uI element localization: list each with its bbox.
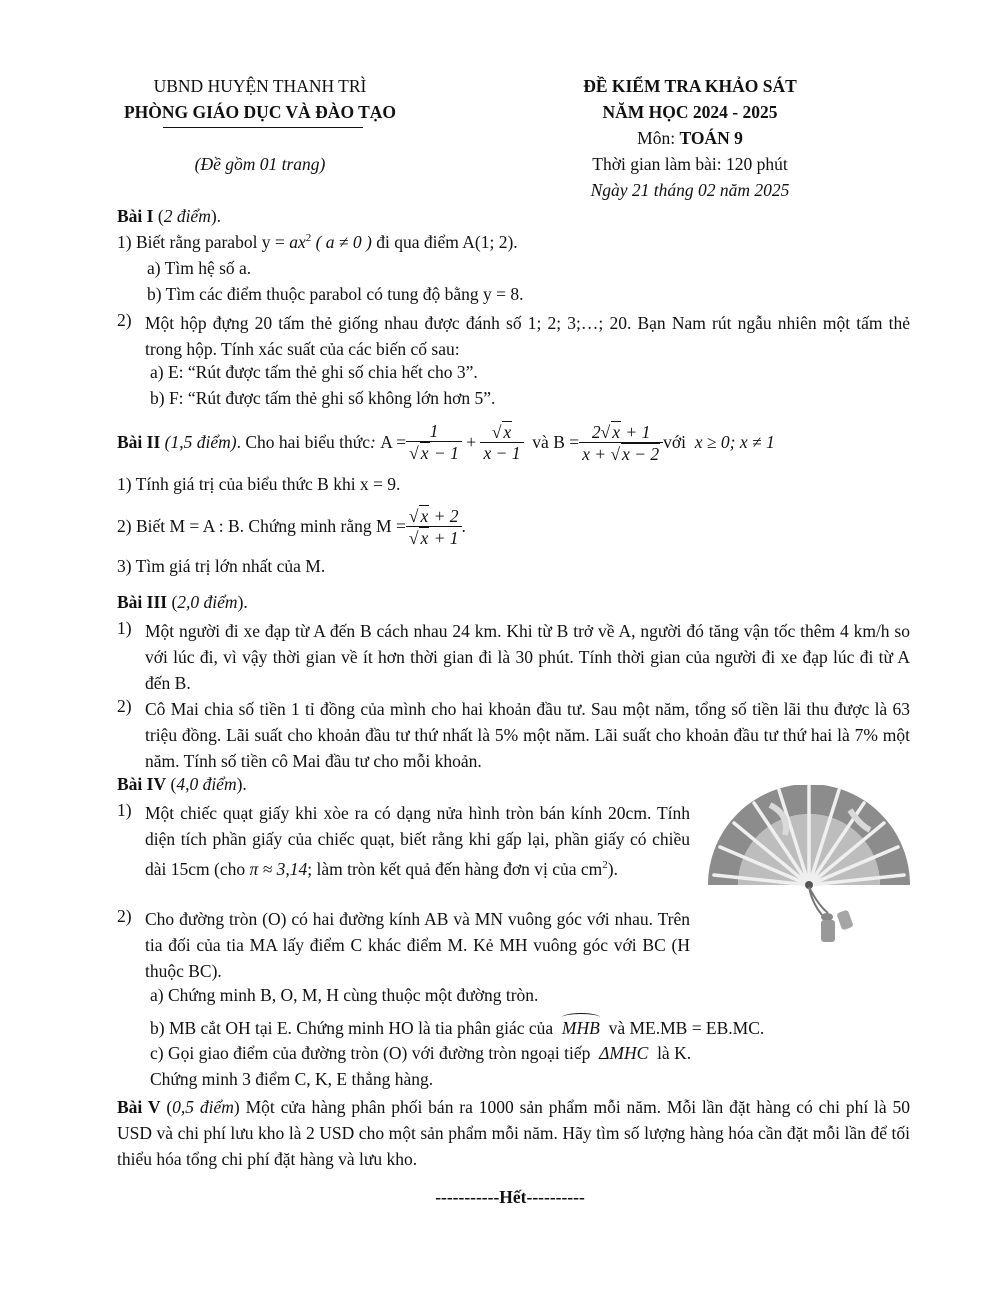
section-3-q2-number: 2) — [117, 696, 132, 716]
subject-line: Môn: TOÁN 9 — [637, 128, 743, 148]
condition-expr: x ≥ 0; x ≠ 1 — [694, 431, 775, 452]
agency-name: UBND HUYỆN THANH TRÌ — [153, 76, 367, 96]
end-marker: -----------Hết---------- — [435, 1187, 585, 1207]
section-4-q2: Cho đường tròn (O) có hai đường kính AB và MN vuông góc với nhau. Trên tia đối của tia MA lấy điểm C khác điểm M. Kẻ MH vuông góc với BC (H thuộc BC). — [145, 909, 690, 981]
section-3-q2: Cô Mai chia số tiền 1 tỉ đồng của mình cho hai khoản đầu tư. Sau một năm, tổng số tiền lãi thu được là 63 triệu đồng. Lãi suất cho khoản đầu tư thứ nhất là 5% một năm. Lãi suất cho khoản đầu tư thứ hai là 7% một năm. Tính số tiền cô Mai đầu tư cho mỗi khoản. — [145, 699, 910, 771]
time-limit: Thời gian làm bài: 120 phút — [592, 154, 788, 174]
section-4-q1: Một chiếc quạt giấy khi xòe ra có dạng nửa hình tròn bán kính 20cm. Tính diện tích phần giấy của chiếc quạt, biết rằng khi gấp lại, phần giấy có chiều dài 15cm (cho π ≈ 3,14; làm tròn kết quả đến hàng đơn vị của $cm^2$). — [145, 803, 690, 879]
section-4-q2a: a) Chứng minh B, O, M, H cùng thuộc một đường tròn. — [150, 985, 539, 1005]
section-1-q1a: a) Tìm hệ số a. — [147, 258, 252, 278]
section-4-q2c: c) Gọi giao điểm của đường tròn (O) với đường tròn ngoại tiếp ΔMHC là K. — [150, 1043, 692, 1063]
section-4-q2b: b) MB cắt OH tại E. Chứng minh HO là tia phân giác của MHB và ME.MB = EB.MC. — [150, 1015, 764, 1039]
section-1-q1b: b) Tìm các điểm thuộc parabol có tung độ bằng y = 8. — [147, 284, 524, 304]
section-1-q2a: a) E: “Rút được tấm thẻ ghi số chia hết cho 3”. — [150, 362, 478, 382]
section-1-q2-number: 2) — [117, 310, 132, 330]
expression-b: $\frac{2√ x + 1}{x + √ x - 2}$ — [579, 421, 663, 464]
section-3-q1-number: 1) — [117, 618, 132, 638]
section-1-q2: Một hộp đựng 20 tấm thẻ giống nhau được đánh số 1; 2; 3;…; 20. Bạn Nam rút ngẫu nhiên một tấm thẻ trong hộp. Tính xác suất của các biến cố sau: — [145, 313, 910, 359]
department-name: PHÒNG GIÁO DỤC VÀ ĐÀO TẠO — [123, 102, 397, 122]
section-4-q1-number: 1) — [117, 800, 132, 820]
section-3-q1: Một người đi xe đạp từ A đến B cách nhau 24 km. Khi từ B trở về A, người đó tăng vận tốc thêm 4 km/h so với lúc đi, vì vậy thời gian về ít hơn thời gian đi là 30 phút. Tính thời gian của người đi xe đạp lúc đi từ A đến B. — [145, 621, 910, 693]
section-1-q1: 1) Biết rằng parabol $y = ax^2$ ( a ≠ 0 ) đi qua điểm A(1; 2). — [117, 232, 518, 252]
section-2-q1: 1) Tính giá trị của biểu thức B khi x = 9. — [117, 474, 401, 494]
section-1-q2b: b) F: “Rút được tấm thẻ ghi số không lớn hơn 5”. — [150, 388, 496, 408]
section-2-q3: 3) Tìm giá trị lớn nhất của M. — [117, 556, 326, 576]
section-3-title: Bài III (2,0 điểm). — [117, 592, 248, 612]
section-1-title: Bài I (2 điểm). — [117, 206, 222, 226]
section-4-q2c-line2: Chứng minh 3 điểm C, K, E thẳng hàng. — [150, 1069, 434, 1089]
section-4-title: Bài IV (4,0 điểm). — [117, 774, 247, 794]
pages-note: (Đề gồm 01 trang) — [194, 154, 326, 174]
paper-fan-illustration — [700, 785, 920, 945]
section-2-title: Bài II (1,5 điểm) . Cho hai biểu thức : A = $\frac{1}{√ x - 1}$ + $\frac{√ x}{x - 1}$ và B = $\frac{2√ x + 1}{x + √ x - 2}$ với x ≥ 0; x ≠ 1 — [117, 421, 775, 464]
section-5: Bài V (0,5 điểm) Một cửa hàng phân phối bán ra 1000 sản phẩm mỗi năm. Mỗi lần đặt hàng có chi phí là 50 USD và chi phí lưu kho là 2 USD cho một sản phẩm mỗi năm. Hãy tìm số lượng hàng hóa cần đặt mỗi lần để tối thiểu hóa tổng chi phí đặt hàng và lưu kho. — [117, 1097, 911, 1169]
exam-date: Ngày 21 tháng 02 năm 2025 — [590, 180, 790, 200]
header-divider — [163, 127, 363, 128]
section-2-q2: 2) Biết M = A : B. Chứng minh rằng M = $\frac{√ x + 2}{√ x + 1}$ . — [117, 505, 466, 548]
triangle-mhc: ΔMHC — [599, 1043, 649, 1063]
angle-mhb: MHB — [562, 1015, 600, 1039]
exam-title: ĐỀ KIỂM TRA KHẢO SÁT — [583, 76, 797, 96]
expression-a-term2: $\frac{√ x}{x - 1}$ — [480, 421, 523, 463]
section-4-q2-number: 2) — [117, 906, 132, 926]
school-year: NĂM HỌC 2024 - 2025 — [602, 102, 778, 122]
expression-m: $\frac{√ x + 2}{√ x + 1}$ — [406, 505, 462, 548]
expression-a-term1: $\frac{1}{√ x - 1}$ — [406, 421, 462, 463]
